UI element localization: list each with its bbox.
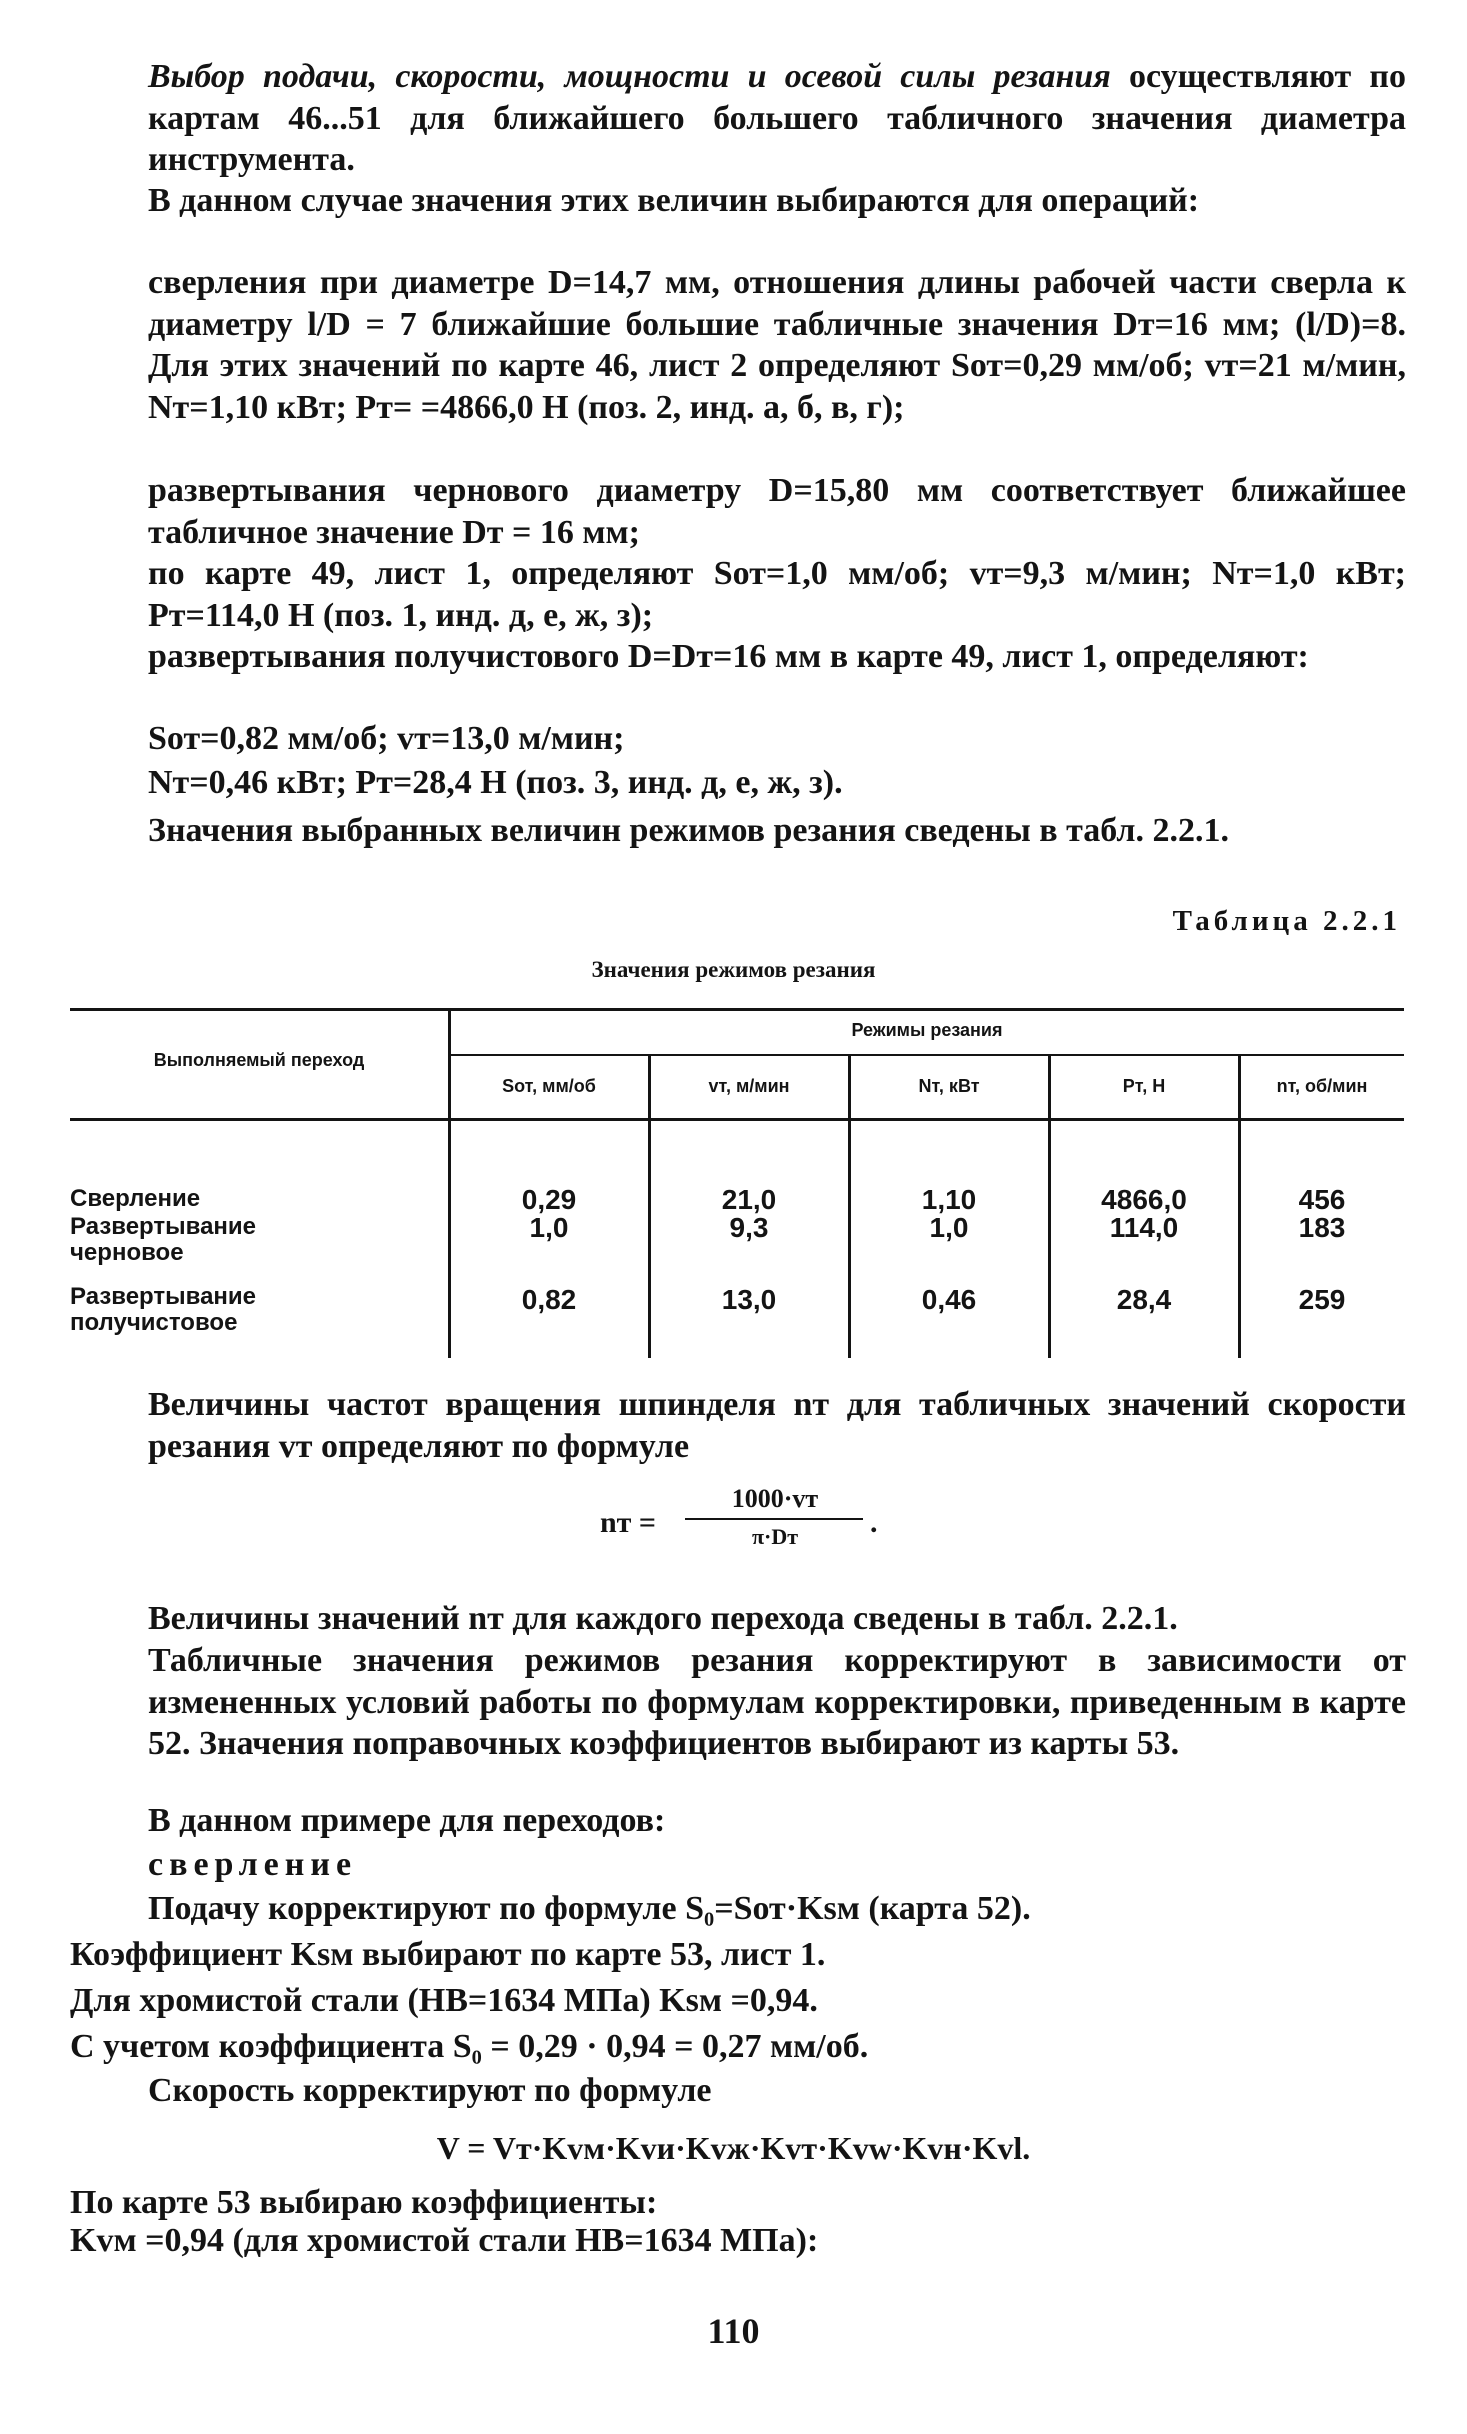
row-2-force: 114,0 bbox=[1109, 1212, 1179, 1243]
header-group: Режимы резания bbox=[851, 1020, 1003, 1040]
formula-nt-lhs: nт = bbox=[600, 1506, 657, 1539]
paragraph-17-text: Для хромистой стали (НВ=1634 МПа) Ksм =0,94. bbox=[70, 1982, 818, 2019]
row-1-force: 4866,0 bbox=[1101, 1184, 1187, 1215]
paragraph-20-text: По карте 53 выбираю коэффициенты: bbox=[70, 2184, 658, 2221]
row-2-rpm: 183 bbox=[1298, 1212, 1346, 1243]
paragraph-6 bbox=[148, 636, 1406, 678]
row-3-rpm: 259 bbox=[1298, 1284, 1346, 1315]
paragraph-20 bbox=[70, 2182, 1328, 2224]
paragraph-11-text: Величины значений nт для каждого перехода сведены в табл. 2.2.1. bbox=[148, 1600, 1178, 1637]
paragraph-7 bbox=[148, 718, 1406, 760]
paragraph-18-text: С учетом коэффициента S₀ = 0,29 · 0,94 = 0,27 мм/об. bbox=[70, 2028, 869, 2065]
paragraph-19 bbox=[148, 2070, 1406, 2112]
paragraph-13 bbox=[148, 1800, 1406, 1842]
row-3-feed: 0,82 bbox=[521, 1284, 577, 1315]
paragraph-4-text: развертывания чернового диаметру D=15,80 мм соответствует ближайшее табличное значение Dт = 16 мм; bbox=[148, 472, 1406, 551]
row-1-power: 1,10 bbox=[921, 1184, 977, 1215]
paragraph-9-text: Значения выбранных величин режимов резания сведены в табл. 2.2.1. bbox=[148, 812, 1229, 849]
paragraph-21 bbox=[70, 2220, 1328, 2262]
formula-nt-numerator: 1000·vт bbox=[731, 1484, 819, 1513]
header-power: Nт, кВт bbox=[918, 1076, 980, 1096]
row-3-power: 0,46 bbox=[921, 1284, 977, 1315]
row-3-speed: 13,0 bbox=[721, 1284, 777, 1315]
paragraph-2-text: В данном случае значения этих величин выбираются для операций: bbox=[148, 182, 1200, 219]
paragraph-10-text: Величины частот вращения шпинделя nт для табличных значений скорости резания vт определяют по формуле bbox=[148, 1386, 1406, 1465]
paragraph-16-text: Коэффициент Ksм выбирают по карте 53, лист 1. bbox=[70, 1936, 826, 1973]
formula-fraction-bar bbox=[685, 1518, 863, 1520]
paragraph-5 bbox=[148, 553, 1406, 636]
page-number: 110 bbox=[707, 2311, 760, 2351]
paragraph-16 bbox=[70, 1934, 1328, 1976]
paragraph-4 bbox=[148, 470, 1406, 553]
header-feed: Sот, мм/об bbox=[502, 1076, 596, 1096]
paragraph-3-text: сверления при диаметре D=14,7 мм, отношения длины рабочей части сверла к диаметру l/D = 7 ближайшие большие табличные значения Dт=16 мм; (l/D)=8. Для этих значений по карте 46, лист 2 определяют Sот=0,29 мм/об; vт=21 м/мин, Nт=1,10 кВт; Pт= =4866,0 Н (поз. 2, инд. а, б, в, г); bbox=[148, 264, 1406, 426]
paragraph-8 bbox=[148, 762, 1406, 804]
formula-nt-denominator: π·Dт bbox=[751, 1524, 799, 1549]
header-transition: Выполняемый переход bbox=[153, 1050, 365, 1070]
row-2-speed: 9,3 bbox=[729, 1212, 769, 1243]
paragraph-1-lead: Выбор подачи, скорости, мощности и осевой силы резания bbox=[148, 58, 1111, 95]
table-top-rule bbox=[70, 1008, 1404, 1011]
paragraph-21-text: Kvм =0,94 (для хромистой стали НВ=1634 МПа): bbox=[70, 2222, 819, 2259]
header-force: Pт, Н bbox=[1122, 1076, 1166, 1096]
paragraph-12 bbox=[148, 1640, 1406, 1765]
row-3-name: Развертывание получистовое bbox=[70, 1283, 257, 1336]
paragraph-5-text: по карте 49, лист 1, определяют Sот=1,0 мм/об; vт=9,3 м/мин; Nт=1,0 кВт; Pт=114,0 Н (поз. 1, инд. д, е, ж, з); bbox=[148, 555, 1406, 634]
paragraph-15-text: Подачу корректируют по формуле S₀=Sот·Ksм (карта 52). bbox=[148, 1890, 1031, 1927]
row-2-power: 1,0 bbox=[929, 1212, 969, 1243]
paragraph-6-text: развертывания получистового D=Dт=16 мм в карте 49, лист 1, определяют: bbox=[148, 638, 1309, 675]
paragraph-17 bbox=[70, 1980, 1328, 2022]
paragraph-2 bbox=[148, 180, 1406, 222]
paragraph-18 bbox=[70, 2026, 1328, 2068]
modes-table bbox=[70, 1008, 1404, 1358]
table-number: Таблица 2.2.1 bbox=[1172, 905, 1401, 937]
table-caption: Значения режимов резания bbox=[591, 957, 876, 982]
formula-nt-end: . bbox=[870, 1506, 878, 1539]
header-rpm: nт, об/мин bbox=[1276, 1076, 1368, 1096]
paragraph-19-text: Скорость корректируют по формуле bbox=[148, 2072, 712, 2109]
paragraph-3 bbox=[148, 262, 1406, 428]
row-1-name: Сверление bbox=[70, 1185, 201, 1212]
paragraph-15 bbox=[148, 1888, 1406, 1930]
paragraph-1-rest: осуществляют по картам 46...51 для ближайшего большего табличного значения диаметра инструмента. bbox=[148, 58, 1407, 178]
paragraph-14 bbox=[148, 1844, 1406, 1886]
header-speed: vт, м/мин bbox=[708, 1076, 790, 1096]
row-1-rpm: 456 bbox=[1298, 1184, 1346, 1215]
paragraph-13-text: В данном примере для переходов: bbox=[148, 1802, 666, 1839]
row-2-name: Развертывание черновое bbox=[70, 1213, 257, 1266]
paragraph-1 bbox=[148, 56, 1406, 181]
paragraph-10 bbox=[148, 1384, 1406, 1467]
paragraph-9 bbox=[148, 810, 1406, 852]
row-3-force: 28,4 bbox=[1116, 1284, 1172, 1315]
paragraph-14-text: сверление bbox=[148, 1846, 358, 1883]
paragraph-11 bbox=[148, 1598, 1406, 1640]
paragraph-7-text: Sот=0,82 мм/об; vт=13,0 м/мин; bbox=[148, 720, 625, 757]
header-bottom-rule bbox=[70, 1118, 1404, 1121]
paragraph-8-text: Nт=0,46 кВт; Pт=28,4 Н (поз. 3, инд. д, е, ж, з). bbox=[148, 764, 843, 801]
group-header-rule bbox=[450, 1054, 1404, 1056]
row-1-speed: 21,0 bbox=[721, 1184, 777, 1215]
row-1-feed: 0,29 bbox=[521, 1184, 577, 1215]
paragraph-12-text: Табличные значения режимов резания корректируют в зависимости от измененных условий работы по формулам корректировки, приведенным в карте 52. Значения поправочных коэффициентов выбирают из карты 53. bbox=[148, 1642, 1406, 1762]
formula-v: V = Vт·Kvм·Kvи·Kvж·Kvт·Kvw·Kvн·Kvl. bbox=[436, 2130, 1031, 2166]
row-2-feed: 1,0 bbox=[529, 1212, 569, 1243]
